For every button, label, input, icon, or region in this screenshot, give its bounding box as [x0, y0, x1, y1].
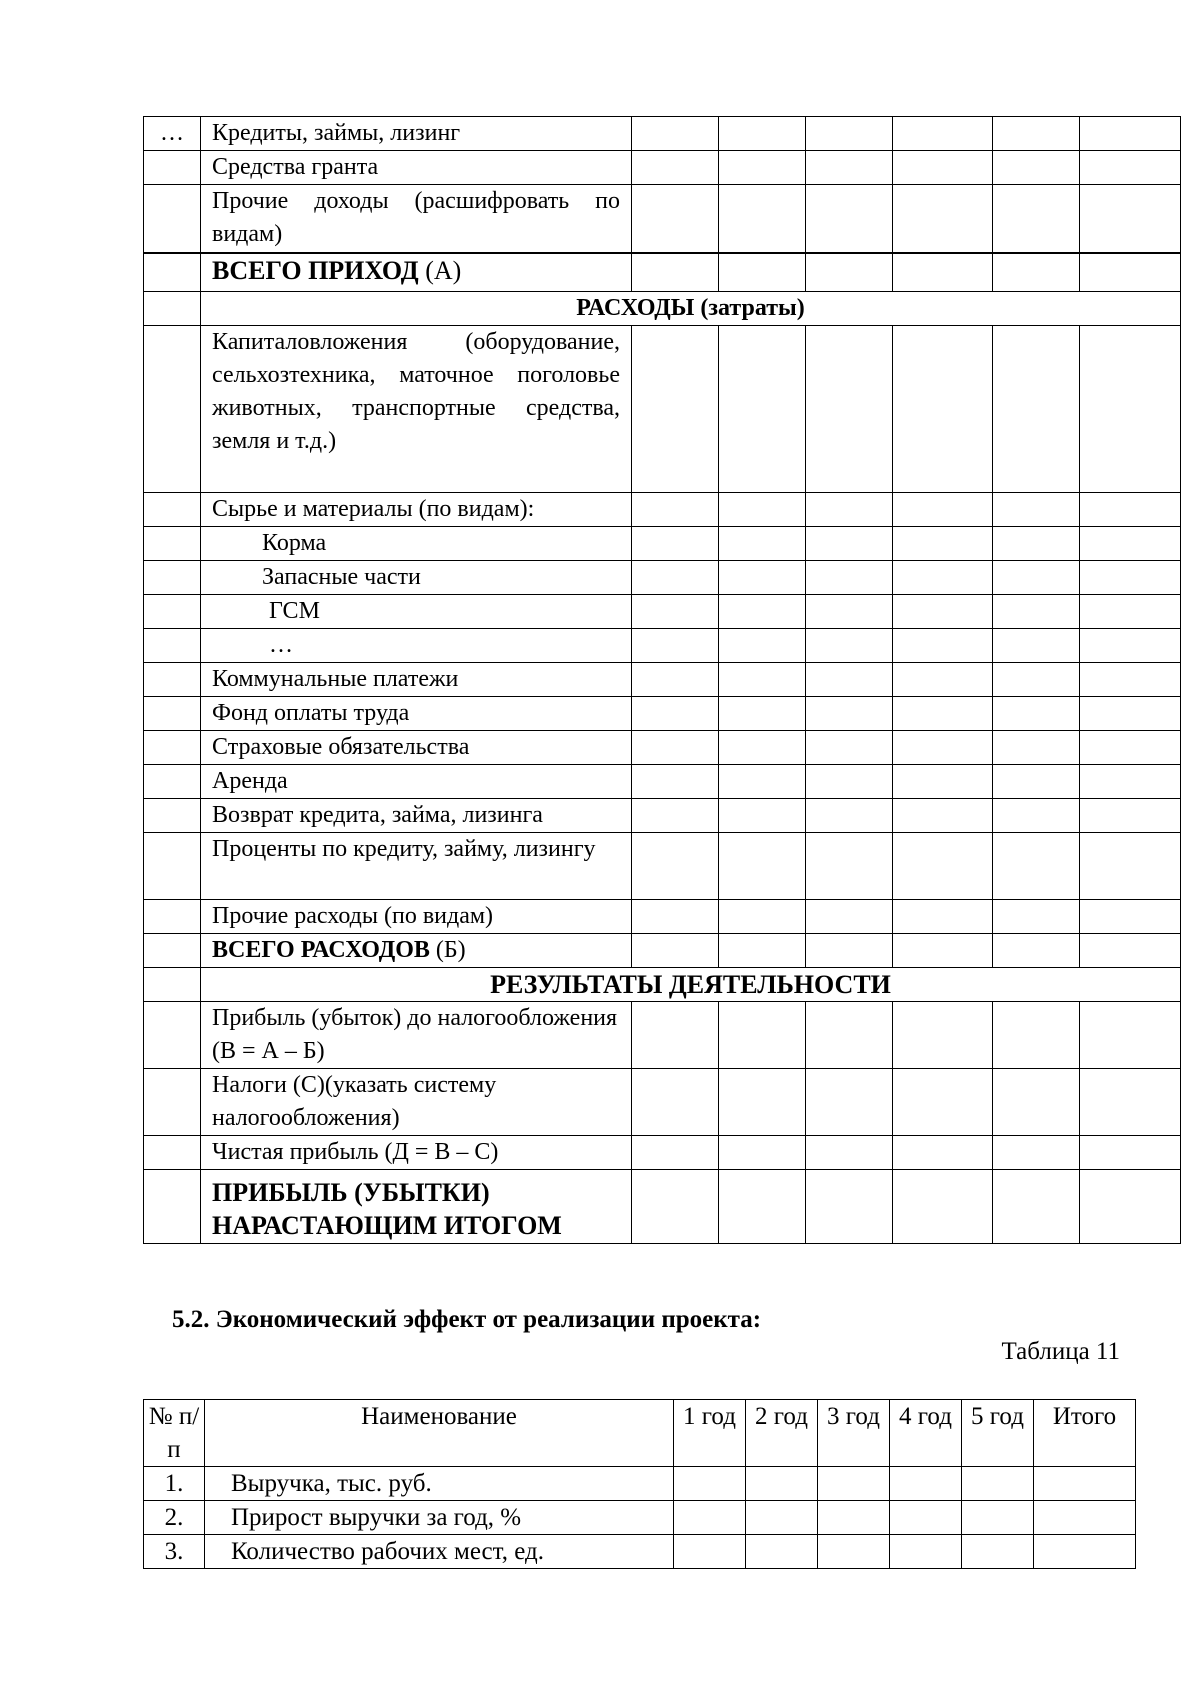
- table-cell[interactable]: [1080, 629, 1181, 663]
- table-cell[interactable]: [962, 1535, 1034, 1569]
- table-cell[interactable]: [674, 1467, 746, 1501]
- table-cell[interactable]: [893, 900, 993, 934]
- row-number: 1.: [144, 1467, 205, 1501]
- row-label: Капиталовложения (оборудование, сельхозтехника, маточное поголовье животных, транспортные средства, земля и т.д.): [201, 326, 632, 493]
- table-cell[interactable]: [893, 934, 993, 968]
- table-cell[interactable]: [806, 151, 893, 185]
- results-section-header: РЕЗУЛЬТАТЫ ДЕЯТЕЛЬНОСТИ: [201, 968, 1181, 1002]
- header-total: Итого: [1034, 1400, 1136, 1467]
- table-cell[interactable]: [893, 527, 993, 561]
- table-cell[interactable]: [719, 1002, 806, 1069]
- table-cell[interactable]: [893, 1069, 993, 1136]
- table-cell[interactable]: [993, 900, 1080, 934]
- table-cell[interactable]: [893, 561, 993, 595]
- row-label: Кредиты, займы, лизинг: [201, 117, 632, 151]
- table-cell[interactable]: [719, 561, 806, 595]
- table-cell[interactable]: [1034, 1501, 1136, 1535]
- table-cell[interactable]: [893, 117, 993, 151]
- expenses-section-header: РАСХОДЫ (затраты): [201, 292, 1181, 326]
- table-row: [144, 253, 1181, 292]
- table-cell[interactable]: [719, 765, 806, 799]
- total-income-label: [201, 253, 632, 292]
- table-cell[interactable]: [962, 1467, 1034, 1501]
- table-row: [144, 1002, 1181, 1069]
- table-cell[interactable]: [1080, 1136, 1181, 1170]
- table-cell[interactable]: [818, 1501, 890, 1535]
- table-header-row: [144, 1400, 1136, 1467]
- header-year-2: 2 год: [746, 1400, 818, 1467]
- table-cell[interactable]: [674, 1501, 746, 1535]
- table-cell[interactable]: [993, 1069, 1080, 1136]
- table-cell[interactable]: [993, 1170, 1080, 1244]
- row-label: Проценты по кредиту, займу, лизингу: [201, 833, 632, 900]
- table-cell[interactable]: [993, 765, 1080, 799]
- table-cell[interactable]: [632, 151, 719, 185]
- table-cell[interactable]: [632, 1069, 719, 1136]
- table-cell[interactable]: [1080, 900, 1181, 934]
- table-cell[interactable]: [893, 731, 993, 765]
- table-cell[interactable]: [993, 833, 1080, 900]
- header-year-5: 5 год: [962, 1400, 1034, 1467]
- table-row: [144, 1501, 1136, 1535]
- table-cell[interactable]: [719, 900, 806, 934]
- table-cell[interactable]: [993, 731, 1080, 765]
- table-row: [144, 1467, 1136, 1501]
- table-cell[interactable]: [632, 326, 719, 493]
- table-cell[interactable]: [632, 595, 719, 629]
- table-cell[interactable]: [719, 731, 806, 765]
- table-cell[interactable]: [806, 561, 893, 595]
- table-cell[interactable]: [1080, 765, 1181, 799]
- total-income-suffix: (А): [418, 255, 462, 285]
- table-cell[interactable]: [1034, 1467, 1136, 1501]
- budget-table: [143, 116, 1181, 1244]
- row-label: Прибыль (убыток) до налогообложения (В = А – Б): [201, 1002, 632, 1069]
- table-cell[interactable]: [1080, 1170, 1181, 1244]
- table-cell[interactable]: [1080, 697, 1181, 731]
- table-cell[interactable]: [806, 1002, 893, 1069]
- table-cell[interactable]: [1080, 595, 1181, 629]
- header-name: Наименование: [205, 1400, 674, 1467]
- table-row: [144, 1069, 1181, 1136]
- table-cell[interactable]: [893, 663, 993, 697]
- table-cell[interactable]: [674, 1535, 746, 1569]
- table-cell[interactable]: [806, 185, 893, 253]
- table-cell[interactable]: [893, 595, 993, 629]
- table-cell[interactable]: [893, 151, 993, 185]
- table-cell[interactable]: [806, 731, 893, 765]
- row-label: Прочие доходы (расшифровать по видам): [201, 185, 632, 253]
- table-cell[interactable]: [719, 326, 806, 493]
- table-cell[interactable]: [1080, 663, 1181, 697]
- table-row: [144, 527, 1181, 561]
- table-cell[interactable]: [632, 561, 719, 595]
- row-label: …: [201, 629, 632, 663]
- table-row: [144, 1136, 1181, 1170]
- table-cell[interactable]: [632, 527, 719, 561]
- row-label: Сырье и материалы (по видам):: [201, 493, 632, 527]
- table-row: [144, 799, 1181, 833]
- row-label: Налоги (С)(указать систему налогообложения): [201, 1069, 632, 1136]
- row-label: Фонд оплаты труда: [201, 697, 632, 731]
- row-number: …: [144, 117, 201, 151]
- table-cell[interactable]: [806, 629, 893, 663]
- table-cell[interactable]: [719, 117, 806, 151]
- table-cell[interactable]: [993, 629, 1080, 663]
- row-number: 3.: [144, 1535, 205, 1569]
- row-label: ГСМ: [201, 595, 632, 629]
- table-cell[interactable]: [632, 799, 719, 833]
- table-cell[interactable]: [993, 151, 1080, 185]
- table-cell[interactable]: [806, 900, 893, 934]
- table-row: [144, 629, 1181, 663]
- row-label: Возврат кредита, займа, лизинга: [201, 799, 632, 833]
- table-cell[interactable]: [893, 253, 993, 292]
- row-label: Количество рабочих мест, ед.: [205, 1535, 674, 1569]
- table-cell[interactable]: [893, 493, 993, 527]
- table-cell[interactable]: [993, 253, 1080, 292]
- table-cell[interactable]: [993, 185, 1080, 253]
- table-cell[interactable]: [806, 833, 893, 900]
- table-cell[interactable]: [893, 1170, 993, 1244]
- table-cell[interactable]: [993, 1136, 1080, 1170]
- table-cell[interactable]: [893, 1002, 993, 1069]
- table-cell[interactable]: [890, 1501, 962, 1535]
- table-cell[interactable]: [632, 1136, 719, 1170]
- row-label: Средства гранта: [201, 151, 632, 185]
- table-cell[interactable]: [993, 799, 1080, 833]
- table-cell[interactable]: [1080, 799, 1181, 833]
- table-cell[interactable]: [806, 326, 893, 493]
- table-cell[interactable]: [719, 833, 806, 900]
- total-expenses-bold: ВСЕГО РАСХОДОВ: [212, 937, 430, 963]
- table-cell[interactable]: [806, 663, 893, 697]
- table-cell[interactable]: [806, 1069, 893, 1136]
- table-cell[interactable]: [719, 934, 806, 968]
- table-cell[interactable]: [1080, 185, 1181, 253]
- table-cell[interactable]: [806, 697, 893, 731]
- table-cell[interactable]: [1080, 561, 1181, 595]
- table-cell[interactable]: [893, 629, 993, 663]
- table-cell[interactable]: [893, 697, 993, 731]
- table-cell[interactable]: [993, 561, 1080, 595]
- row-label: Прирост выручки за год, %: [205, 1501, 674, 1535]
- table-cell[interactable]: [993, 663, 1080, 697]
- table-cell[interactable]: [806, 934, 893, 968]
- table-row: [144, 663, 1181, 697]
- table-cell[interactable]: [719, 697, 806, 731]
- table-cell[interactable]: [632, 253, 719, 292]
- table-cell[interactable]: [893, 765, 993, 799]
- table-row: [144, 1170, 1181, 1244]
- table-cell[interactable]: [632, 900, 719, 934]
- row-label: ПРИБЫЛЬ (УБЫТКИ) НАРАСТАЮЩИМ ИТОГОМ: [201, 1170, 632, 1244]
- table-cell[interactable]: [719, 493, 806, 527]
- row-label: Запасные части: [201, 561, 632, 595]
- table-cell[interactable]: [1080, 253, 1181, 292]
- section-title: 5.2. Экономический эффект от реализации проекта:: [172, 1306, 762, 1333]
- total-income-bold: ВСЕГО ПРИХОД: [212, 255, 419, 285]
- table-row: [144, 292, 1181, 326]
- table-cell[interactable]: [1080, 833, 1181, 900]
- table-row: [144, 151, 1181, 185]
- table-cell[interactable]: [1080, 731, 1181, 765]
- table-row: [144, 326, 1181, 493]
- table-cell[interactable]: [632, 934, 719, 968]
- table-row: [144, 561, 1181, 595]
- table-cell[interactable]: [1080, 493, 1181, 527]
- row-label: Аренда: [201, 765, 632, 799]
- table-cell[interactable]: [893, 326, 993, 493]
- table-cell[interactable]: [719, 629, 806, 663]
- table-cell[interactable]: [719, 1136, 806, 1170]
- table-cell[interactable]: [746, 1501, 818, 1535]
- table-cell[interactable]: [806, 595, 893, 629]
- table-row: [144, 493, 1181, 527]
- table-cell[interactable]: [818, 1535, 890, 1569]
- table-cell[interactable]: [806, 493, 893, 527]
- table-cell[interactable]: [806, 1170, 893, 1244]
- table-cell[interactable]: [632, 117, 719, 151]
- total-expenses-label: [201, 934, 632, 968]
- table-cell[interactable]: [806, 799, 893, 833]
- economic-effect-table: [143, 1399, 1136, 1569]
- table-cell[interactable]: [1080, 117, 1181, 151]
- table-cell[interactable]: [632, 1002, 719, 1069]
- header-year-4: 4 год: [890, 1400, 962, 1467]
- row-number: 2.: [144, 1501, 205, 1535]
- table-cell[interactable]: [818, 1467, 890, 1501]
- table-cell[interactable]: [806, 1136, 893, 1170]
- row-label: Коммунальные платежи: [201, 663, 632, 697]
- table-row: [144, 833, 1181, 900]
- table-cell[interactable]: [632, 833, 719, 900]
- table-row: [144, 900, 1181, 934]
- table-cell[interactable]: [890, 1467, 962, 1501]
- table-cell[interactable]: [632, 629, 719, 663]
- table-cell[interactable]: [746, 1467, 818, 1501]
- table-row: [144, 185, 1181, 253]
- table-cell[interactable]: [993, 595, 1080, 629]
- table-cell[interactable]: [962, 1501, 1034, 1535]
- table-cell[interactable]: [719, 1170, 806, 1244]
- table-cell[interactable]: [806, 117, 893, 151]
- table-cell[interactable]: [719, 151, 806, 185]
- table-cell[interactable]: [806, 253, 893, 292]
- row-label: Чистая прибыль (Д = В – С): [201, 1136, 632, 1170]
- table-cell[interactable]: [806, 765, 893, 799]
- table-cell[interactable]: [993, 697, 1080, 731]
- table-cell[interactable]: [632, 731, 719, 765]
- table-cell[interactable]: [893, 799, 993, 833]
- table-row: [144, 731, 1181, 765]
- total-expenses-suffix: (Б): [429, 937, 466, 963]
- table-row: [144, 1535, 1136, 1569]
- table-cell[interactable]: [993, 934, 1080, 968]
- header-year-1: 1 год: [674, 1400, 746, 1467]
- table-cell[interactable]: [893, 833, 993, 900]
- table-cell[interactable]: [632, 765, 719, 799]
- table-cell[interactable]: [719, 1069, 806, 1136]
- table-row: [144, 968, 1181, 1002]
- table-cell[interactable]: [632, 697, 719, 731]
- table-cell[interactable]: [746, 1535, 818, 1569]
- table-cell[interactable]: [719, 799, 806, 833]
- row-label: Выручка, тыс. руб.: [205, 1467, 674, 1501]
- table-cell[interactable]: [719, 253, 806, 292]
- table-cell[interactable]: [1080, 1002, 1181, 1069]
- table-cell[interactable]: [993, 493, 1080, 527]
- row-label: Корма: [201, 527, 632, 561]
- table-cell[interactable]: [1080, 1069, 1181, 1136]
- table-row: [144, 595, 1181, 629]
- header-num: № п/п: [144, 1400, 205, 1467]
- table-row: [144, 117, 1181, 151]
- table-cell[interactable]: [1034, 1535, 1136, 1569]
- row-label: Прочие расходы (по видам): [201, 900, 632, 934]
- table-cell[interactable]: [719, 185, 806, 253]
- table-cell[interactable]: [890, 1535, 962, 1569]
- table-cell[interactable]: [719, 595, 806, 629]
- table-row: [144, 765, 1181, 799]
- table-label: Таблица 11: [1001, 1338, 1120, 1365]
- table-cell[interactable]: [993, 326, 1080, 493]
- table-cell[interactable]: [1080, 527, 1181, 561]
- table-cell[interactable]: [893, 1136, 993, 1170]
- table-cell[interactable]: [1080, 934, 1181, 968]
- table-cell[interactable]: [632, 1170, 719, 1244]
- table-cell[interactable]: [993, 1002, 1080, 1069]
- table-cell[interactable]: [1080, 326, 1181, 493]
- row-label: Страховые обязательства: [201, 731, 632, 765]
- table-cell[interactable]: [993, 117, 1080, 151]
- table-cell[interactable]: [719, 663, 806, 697]
- table-row: [144, 697, 1181, 731]
- table-cell[interactable]: [1080, 151, 1181, 185]
- table-row: [144, 934, 1181, 968]
- table-cell[interactable]: [632, 493, 719, 527]
- table-cell[interactable]: [806, 527, 893, 561]
- table-cell[interactable]: [893, 185, 993, 253]
- header-year-3: 3 год: [818, 1400, 890, 1467]
- table-cell[interactable]: [632, 185, 719, 253]
- table-cell[interactable]: [993, 527, 1080, 561]
- table-cell[interactable]: [719, 527, 806, 561]
- table-cell[interactable]: [632, 663, 719, 697]
